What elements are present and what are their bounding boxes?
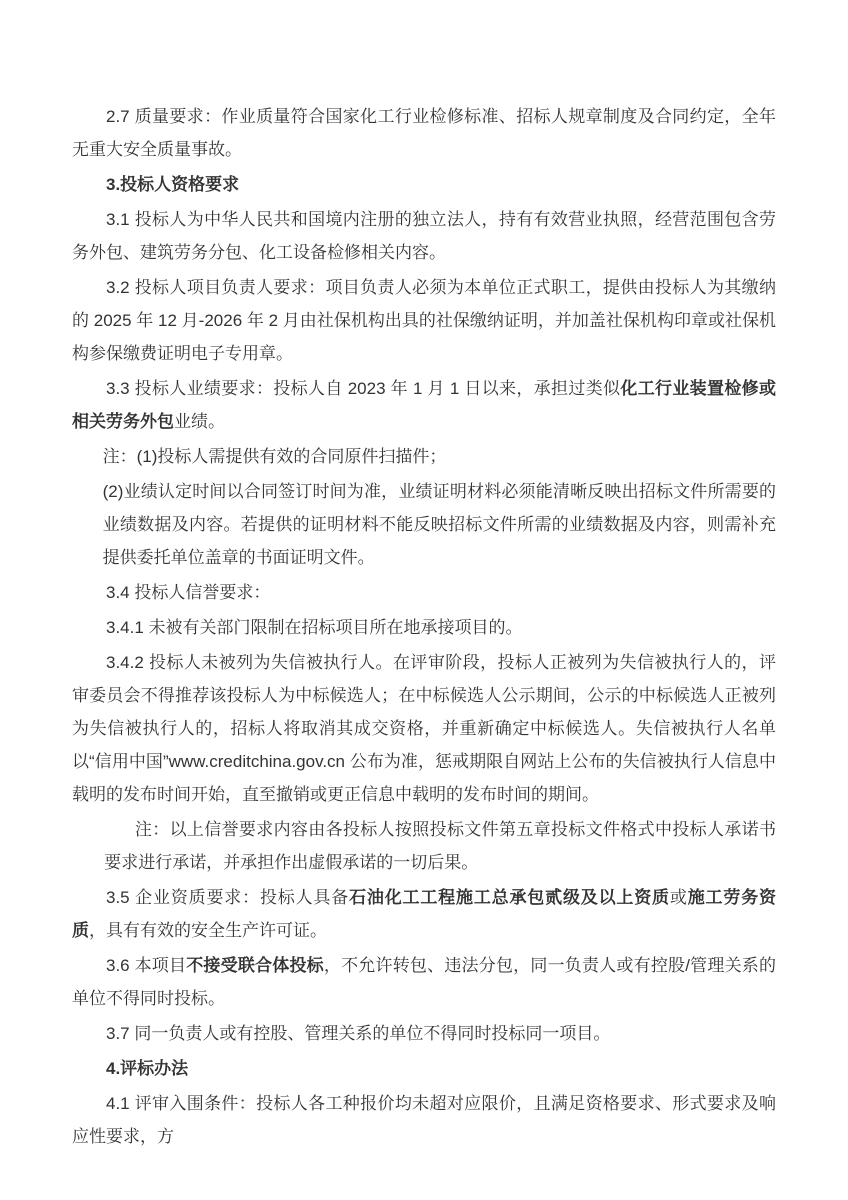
paragraph: [72, 100, 776, 166]
paragraph: [72, 646, 776, 811]
bold-text-segment: 施工劳务资质: [72, 888, 777, 940]
text-segment: 4.1 评审入围条件：投标人各工种报价均未超对应限价，且满足资格要求、形式要求及响应性要求，方: [72, 1094, 776, 1146]
bold-text-segment: 石油化工工程施工总承包贰级及以上资质: [349, 888, 670, 907]
text-segment: ，不允许转包、违法分包，同一负责人或有控股/管理关系的单位不得同时投标。: [72, 956, 777, 1008]
text-segment: 3.4.2 投标人未被列为失信被执行人。在评审阶段，投标人正被列为失信被执行人的，评审委员会不得推荐该投标人为中标候选人；在中标候选人公示期间，公示的中标候选人正被列为失信被执行人的，招标人将取消其成交资格，并重新确定中标候选人。失信被执行人名单以“信用中国”www.creditchina.gov.cn 公布为准，惩戒期限自网站上公布的失信被执行人信息中载明的发布时间开始，直至撤销或更正信息中载明的发布时间的期间。: [72, 653, 776, 804]
text-segment: 业绩。: [174, 412, 225, 431]
text-segment: 注：以上信誉要求内容由各投标人按照投标文件第五章投标文件格式中投标人承诺书要求进行承诺，并承担作出虚假承诺的一切后果。: [104, 820, 776, 872]
text-segment: 3.5 企业资质要求：投标人具备: [106, 888, 350, 907]
paragraph: [104, 813, 776, 879]
section-heading: [72, 1052, 776, 1085]
paragraph: [103, 440, 776, 473]
text-segment: 3.7 同一负责人或有控股、管理关系的单位不得同时投标同一项目。: [106, 1024, 611, 1043]
bold-text-segment: 4.评标办法: [106, 1059, 189, 1078]
bold-text-segment: 不接受联合体投标: [186, 956, 324, 975]
section-heading: [72, 168, 776, 201]
paragraph: [103, 475, 776, 574]
document-content: [72, 100, 776, 1155]
text-segment: 3.2 投标人项目负责人要求：项目负责人必须为本单位正式职工，提供由投标人为其缴纳的 2025 年 12 月-2026 年 2 月由社保机构出具的社保缴纳证明，并加盖社保机构印章或社保机构参保缴费证明电子专用章。: [72, 278, 776, 363]
bold-text-segment: 化工行业装置检修或相关劳务外包: [72, 379, 777, 431]
paragraph: [72, 611, 776, 644]
text-segment: (2)业绩认定时间以合同签订时间为准，业绩证明材料必须能清晰反映出招标文件所需要的业绩数据及内容。若提供的证明材料不能反映招标文件所需的业绩数据及内容，则需补充提供委托单位盖章的书面证明文件。: [102, 482, 776, 567]
text-segment: 注：(1)投标人需提供有效的合同原件扫描件；: [102, 447, 447, 466]
bold-text-segment: 3.投标人资格要求: [106, 175, 240, 194]
paragraph: [72, 372, 776, 438]
paragraph: [72, 949, 776, 1015]
paragraph: [72, 1087, 776, 1153]
paragraph: [72, 576, 776, 609]
text-segment: 3.4 投标人信誉要求：: [106, 583, 271, 602]
paragraph: [72, 881, 776, 947]
text-segment: 3.4.1 未被有关部门限制在招标项目所在地承接项目的。: [106, 618, 523, 637]
text-segment: 3.3 投标人业绩要求：投标人自 2023 年 1 月 1 日以来，承担过类似: [106, 379, 621, 398]
text-segment: 3.1 投标人为中华人民共和国境内注册的独立法人，持有有效营业执照，经营范围包含劳务外包、建筑劳务分包、化工设备检修相关内容。: [72, 210, 776, 262]
paragraph: [72, 271, 776, 370]
text-segment: ，具有有效的安全生产许可证。: [89, 921, 327, 940]
text-segment: 3.6 本项目: [106, 956, 187, 975]
paragraph: [72, 1017, 776, 1050]
text-segment: 2.7 质量要求：作业质量符合国家化工行业检修标准、招标人规章制度及合同约定，全年无重大安全质量事故。: [72, 107, 776, 159]
text-segment: 或: [669, 888, 688, 907]
paragraph: [72, 203, 776, 269]
